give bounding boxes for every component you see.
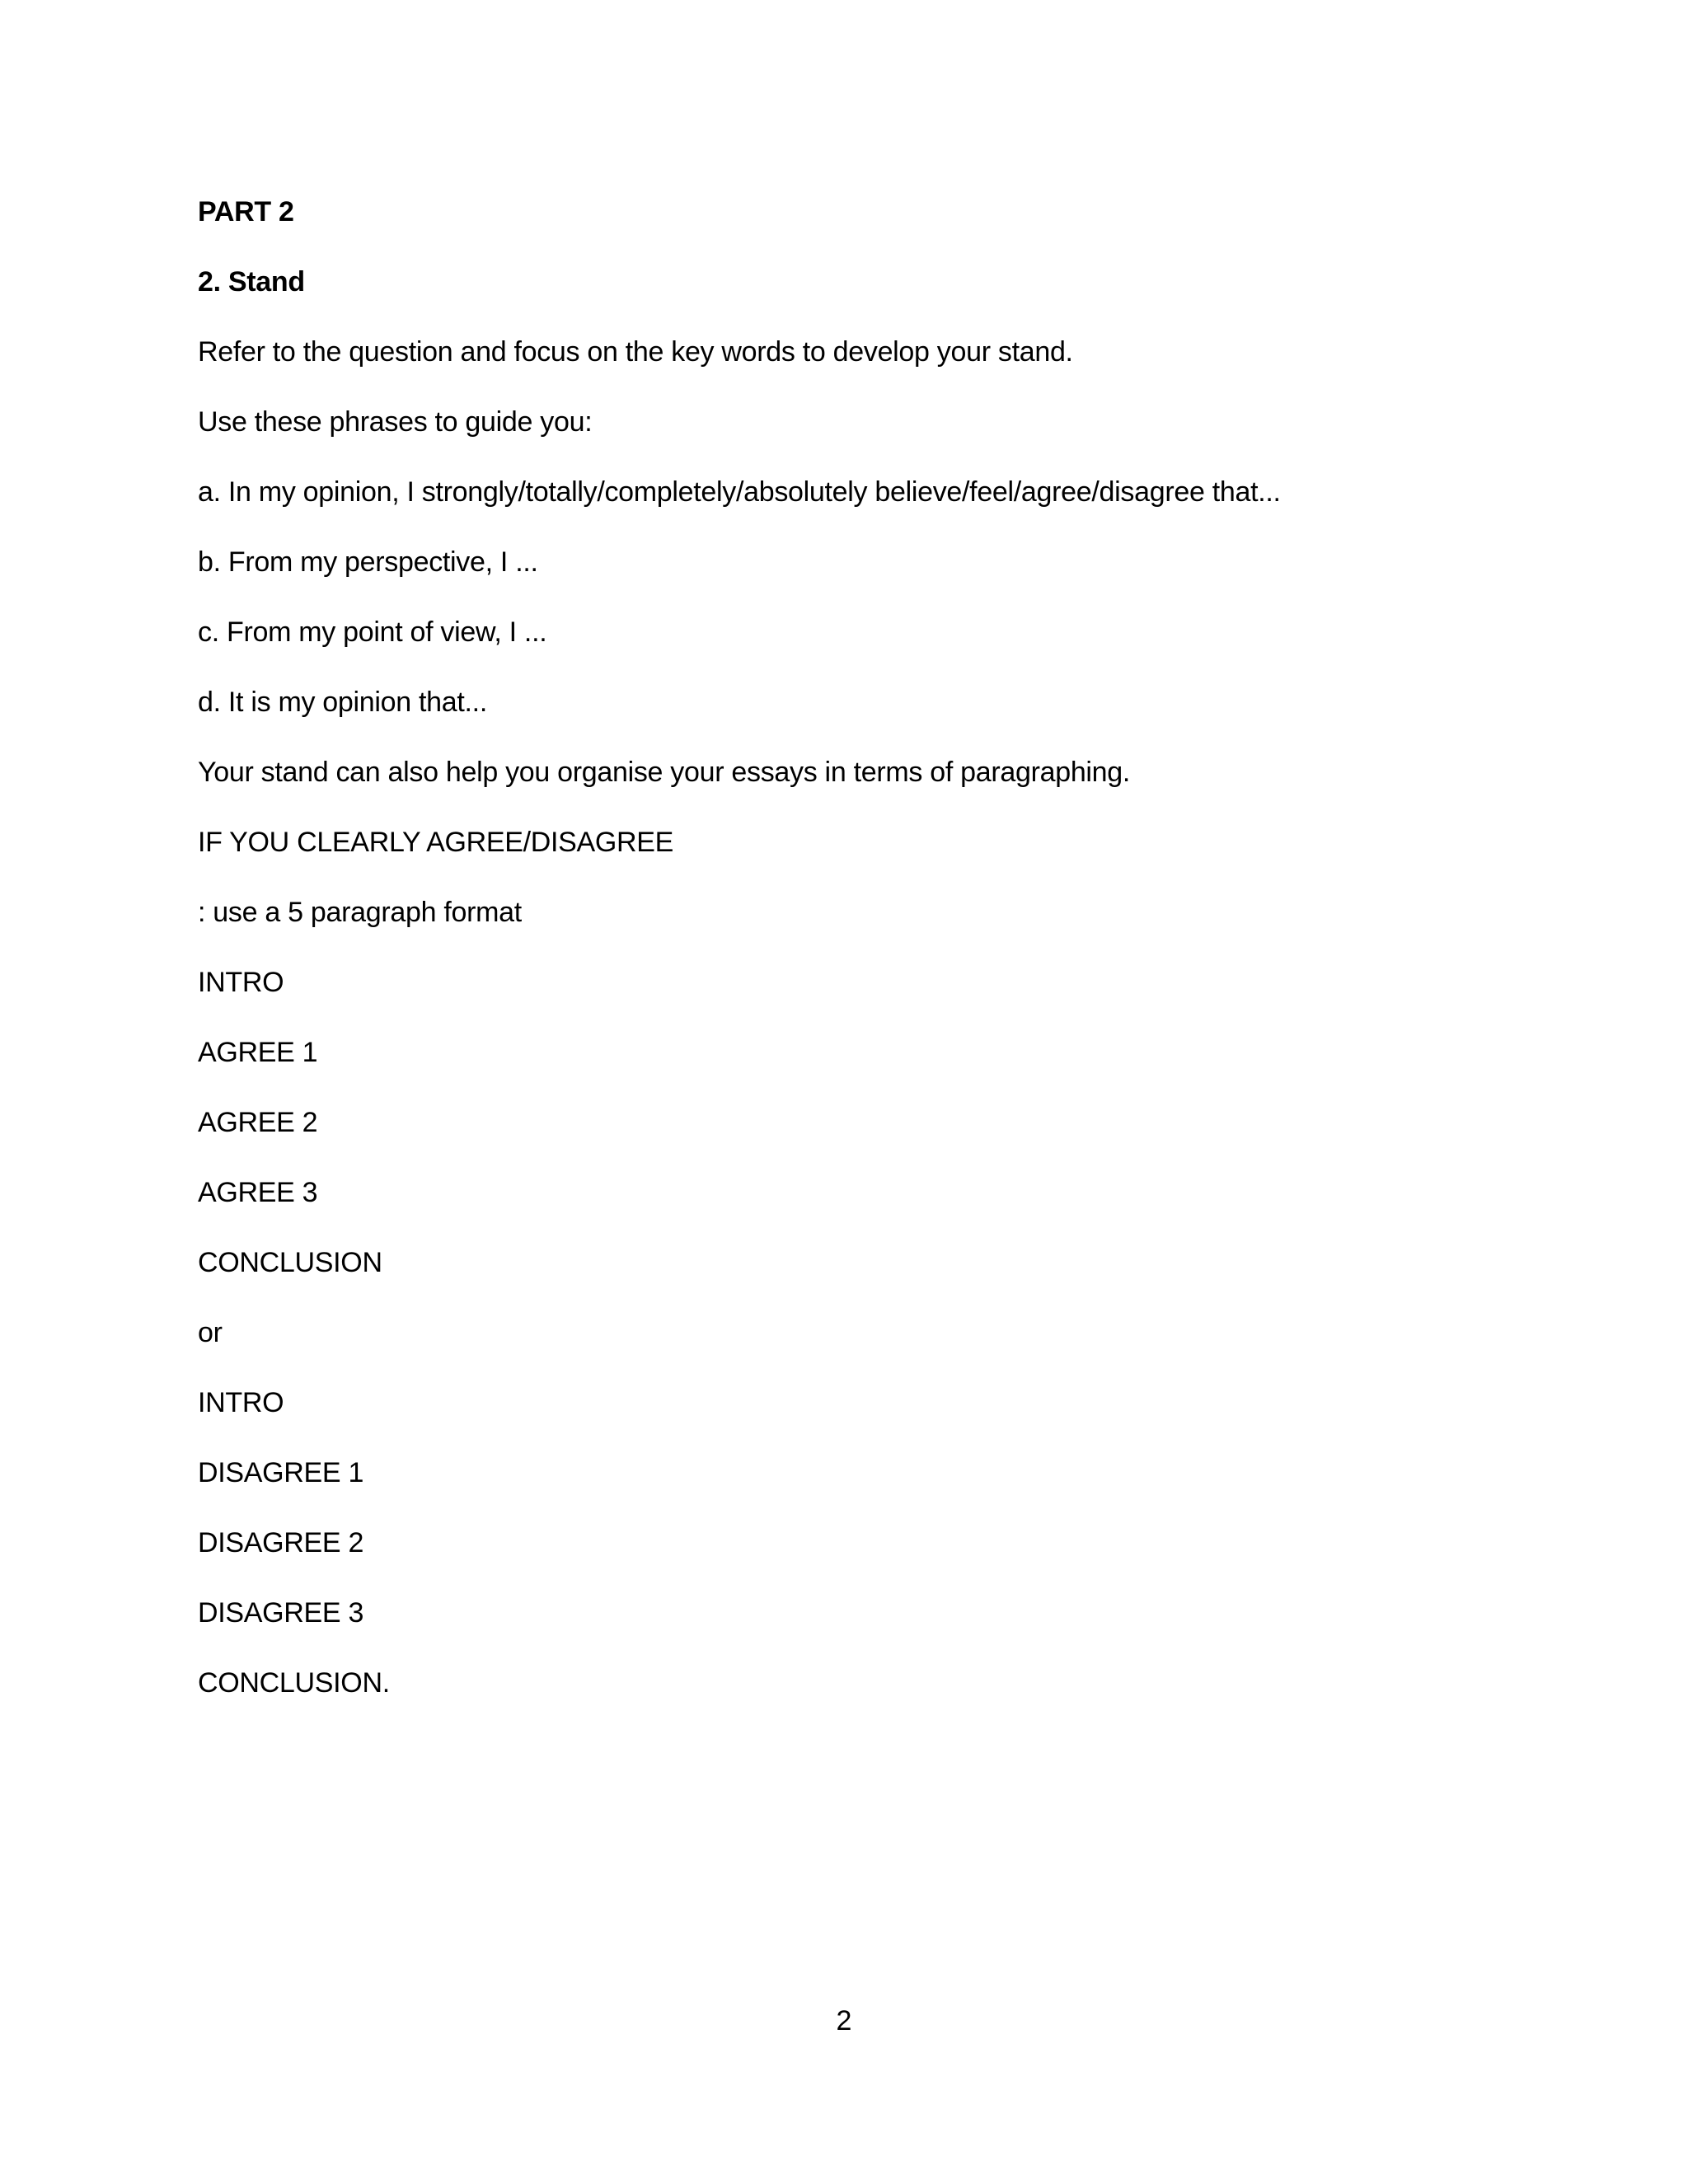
outline-item: INTRO: [198, 1387, 284, 1418]
page-content: [198, 194, 1517, 1735]
page-number: 2: [836, 2005, 852, 2036]
outline-item: DISAGREE 2: [198, 1527, 364, 1558]
phrase-d: d. It is my opinion that...: [198, 687, 487, 718]
outline-item: DISAGREE 1: [198, 1457, 364, 1488]
phrase-c: c. From my point of view, I ...: [198, 616, 547, 648]
section-title: PART 2: [198, 196, 294, 227]
outline-separator: or: [198, 1317, 223, 1348]
phrase-b: b. From my perspective, I ...: [198, 546, 538, 578]
outline-item: DISAGREE 3: [198, 1597, 364, 1629]
instruction-text: Refer to the question and focus on the key words to develop your stand.: [198, 336, 1073, 368]
format-note: : use a 5 paragraph format: [198, 897, 522, 928]
outline-item: AGREE 2: [198, 1107, 318, 1138]
outline-item: CONCLUSION.: [198, 1667, 390, 1699]
outline-item: INTRO: [198, 967, 284, 998]
phrase-a: a. In my opinion, I strongly/totally/completely/absolutely believe/feel/agree/disagree that...: [198, 476, 1281, 508]
subsection-title: 2. Stand: [198, 266, 305, 298]
outline-item: AGREE 1: [198, 1037, 318, 1068]
outline-item: AGREE 3: [198, 1177, 318, 1208]
phrases-intro: Use these phrases to guide you:: [198, 406, 593, 438]
outline-item: CONCLUSION: [198, 1247, 382, 1278]
condition-heading: IF YOU CLEARLY AGREE/DISAGREE: [198, 827, 674, 858]
organise-note: Your stand can also help you organise your essays in terms of paragraphing.: [198, 757, 1131, 788]
